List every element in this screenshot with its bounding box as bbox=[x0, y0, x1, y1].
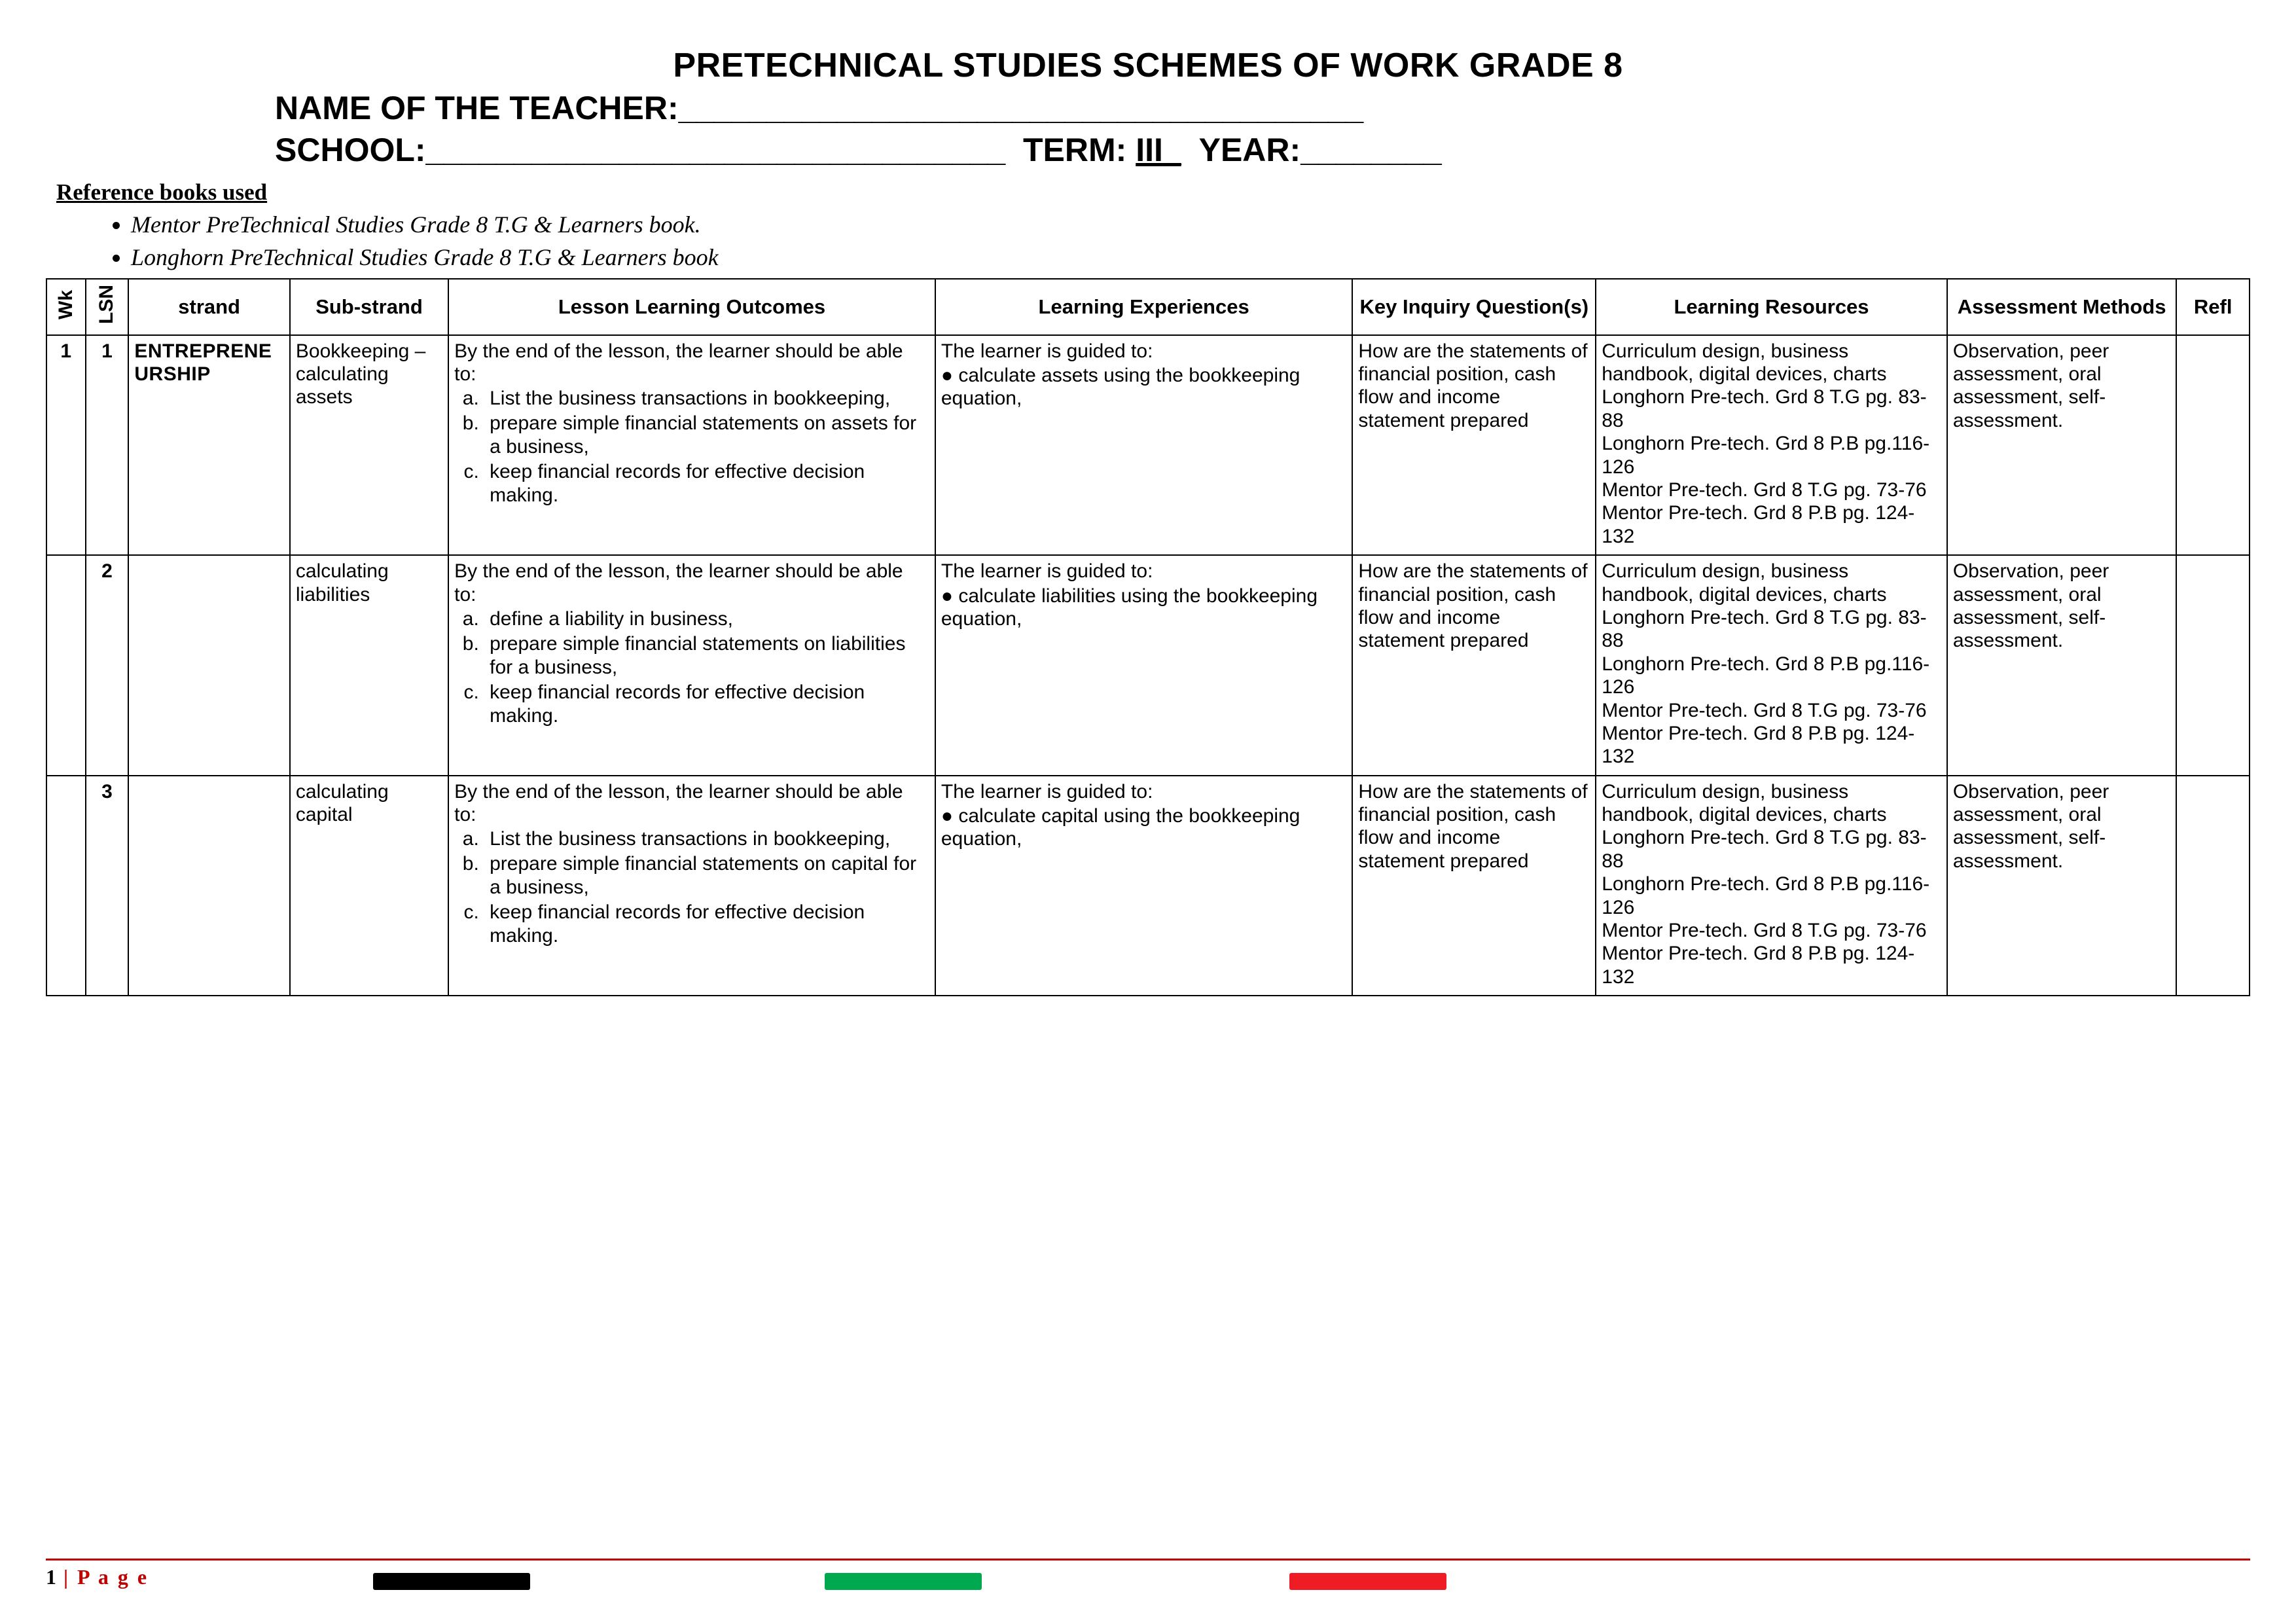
cell-substrand: Bookkeeping – calculating assets bbox=[290, 335, 448, 556]
resource-line: Mentor Pre-tech. Grd 8 P.B pg. 124-132 bbox=[1602, 722, 1915, 768]
cell-inquiry: How are the statements of financial position, cash flow and income statement prepared bbox=[1352, 776, 1596, 996]
experience-item-text: calculate liabilities using the bookkeeping equation, bbox=[941, 585, 1318, 630]
outcome-intro: By the end of the lesson, the learner should be able to: bbox=[454, 560, 903, 605]
cell-wk bbox=[46, 555, 86, 776]
cell-substrand: calculating capital bbox=[290, 776, 448, 996]
cell-wk bbox=[46, 776, 86, 996]
resource-line: Longhorn Pre-tech. Grd 8 P.B pg.116-126 bbox=[1602, 433, 1930, 478]
resource-line: Mentor Pre-tech. Grd 8 T.G pg. 73-76 bbox=[1602, 479, 1927, 501]
column-header-experiences: Learning Experiences bbox=[935, 279, 1353, 335]
footer-bar-red bbox=[1289, 1573, 1446, 1590]
page-number bbox=[46, 1565, 149, 1589]
cell-assessment: Observation, peer assessment, oral assessment, self-assessment. bbox=[1947, 555, 2177, 776]
outcome-intro: By the end of the lesson, the learner should be able to: bbox=[454, 340, 903, 386]
column-header-outcomes: Lesson Learning Outcomes bbox=[448, 279, 935, 335]
cell-inquiry: How are the statements of financial position, cash flow and income statement prepared bbox=[1352, 555, 1596, 776]
resource-line: Mentor Pre-tech. Grd 8 T.G pg. 73-76 bbox=[1602, 920, 1927, 942]
list-item: c. keep financial records for effective decision making. bbox=[484, 460, 929, 507]
list-item: b. prepare simple financial statements on assets for a business, bbox=[484, 412, 929, 459]
teacher-field-line bbox=[46, 89, 2250, 127]
column-header-refl: Refl bbox=[2176, 279, 2250, 335]
experience-intro: The learner is guided to: bbox=[941, 780, 1153, 803]
cell-resources bbox=[1596, 776, 1947, 996]
outcome-list bbox=[454, 387, 929, 507]
column-header-lsn bbox=[86, 279, 129, 335]
reference-books-title: Reference books used bbox=[56, 179, 268, 205]
resource-line: Curriculum design, business handbook, digital devices, charts bbox=[1602, 780, 1887, 826]
column-header-substrand: Sub-strand bbox=[290, 279, 448, 335]
list-item: a. define a liability in business, bbox=[484, 607, 929, 631]
table-row bbox=[46, 335, 2250, 556]
experience-intro: The learner is guided to: bbox=[941, 560, 1153, 583]
footer-bar-green bbox=[825, 1573, 982, 1590]
school-term-year-line bbox=[46, 131, 2250, 169]
reference-books-list bbox=[46, 209, 2250, 273]
schemes-table bbox=[46, 278, 2250, 996]
table-row bbox=[46, 776, 2250, 996]
cell-lsn: 1 bbox=[86, 335, 129, 556]
cell-resources bbox=[1596, 335, 1947, 556]
cell-refl[interactable] bbox=[2176, 335, 2250, 556]
page-title: PRETECHNICAL STUDIES SCHEMES OF WORK GRADE 8 bbox=[673, 46, 1623, 84]
teacher-label: NAME OF THE TEACHER: bbox=[275, 90, 679, 126]
page-number-separator: | bbox=[56, 1565, 78, 1589]
table-row bbox=[46, 555, 2250, 776]
list-item: a. List the business transactions in bookkeeping, bbox=[484, 387, 929, 410]
cell-refl[interactable] bbox=[2176, 776, 2250, 996]
list-item: b. prepare simple financial statements on capital for a business, bbox=[484, 852, 929, 899]
school-label: SCHOOL: bbox=[275, 132, 426, 168]
cell-assessment: Observation, peer assessment, oral assessment, self-assessment. bbox=[1947, 335, 2177, 556]
cell-resources bbox=[1596, 555, 1947, 776]
experience-item-text: calculate assets using the bookkeeping equation, bbox=[941, 365, 1300, 410]
list-item: a. List the business transactions in bookkeeping, bbox=[484, 827, 929, 851]
outcome-intro: By the end of the lesson, the learner should be able to: bbox=[454, 780, 903, 826]
page-footer bbox=[46, 1559, 2250, 1598]
column-header-wk-label: Wk bbox=[54, 289, 77, 319]
year-blank[interactable]: ________ bbox=[1300, 132, 1441, 168]
cell-strand bbox=[128, 555, 290, 776]
experience-item-text: calculate capital using the bookkeeping equation, bbox=[941, 805, 1300, 850]
resource-line: Curriculum design, business handbook, digital devices, charts bbox=[1602, 560, 1887, 605]
list-item: • Longhorn PreTechnical Studies Grade 8 T.G & Learners book bbox=[131, 242, 2250, 274]
resource-line: Longhorn Pre-tech. Grd 8 T.G pg. 83-88 bbox=[1602, 606, 1927, 652]
year-label: YEAR: bbox=[1198, 132, 1301, 168]
cell-strand bbox=[128, 776, 290, 996]
list-item: c. keep financial records for effective decision making. bbox=[484, 681, 929, 728]
column-header-strand: strand bbox=[128, 279, 290, 335]
cell-refl[interactable] bbox=[2176, 555, 2250, 776]
resource-line: Mentor Pre-tech. Grd 8 P.B pg. 124-132 bbox=[1602, 502, 1915, 547]
resource-line: Mentor Pre-tech. Grd 8 T.G pg. 73-76 bbox=[1602, 699, 1927, 721]
experience-item: ● calculate liabilities using the bookkeeping equation, bbox=[941, 585, 1318, 630]
list-item: • Mentor PreTechnical Studies Grade 8 T.G & Learners book. bbox=[131, 209, 2250, 241]
school-blank[interactable]: _________________________________ bbox=[425, 132, 1005, 168]
cell-wk: 1 bbox=[46, 335, 86, 556]
cell-outcomes bbox=[448, 776, 935, 996]
cell-experiences bbox=[935, 776, 1353, 996]
cell-substrand: calculating liabilities bbox=[290, 555, 448, 776]
table-header-row bbox=[46, 279, 2250, 335]
page-number-value: 1 bbox=[46, 1565, 56, 1589]
experience-item: ● calculate assets using the bookkeeping equation, bbox=[941, 365, 1300, 410]
term-value[interactable]: III bbox=[1136, 132, 1163, 168]
cell-assessment: Observation, peer assessment, oral assessment, self-assessment. bbox=[1947, 776, 2177, 996]
teacher-blank[interactable]: _______________________________________ bbox=[678, 90, 1363, 126]
column-header-wk bbox=[46, 279, 86, 335]
resource-line: Longhorn Pre-tech. Grd 8 P.B pg.116-126 bbox=[1602, 873, 1930, 918]
column-header-assessment: Assessment Methods bbox=[1947, 279, 2177, 335]
footer-divider bbox=[46, 1559, 2250, 1561]
column-header-resources: Learning Resources bbox=[1596, 279, 1947, 335]
cell-inquiry: How are the statements of financial position, cash flow and income statement prepared bbox=[1352, 335, 1596, 556]
cell-lsn: 3 bbox=[86, 776, 129, 996]
list-item: b. prepare simple financial statements on liabilities for a business, bbox=[484, 632, 929, 679]
cell-outcomes bbox=[448, 335, 935, 556]
outcome-list bbox=[454, 607, 929, 728]
resource-line: Longhorn Pre-tech. Grd 8 T.G pg. 83-88 bbox=[1602, 386, 1927, 431]
experience-item: ● calculate capital using the bookkeeping equation, bbox=[941, 805, 1300, 850]
cell-experiences bbox=[935, 335, 1353, 556]
cell-lsn: 2 bbox=[86, 555, 129, 776]
footer-bar-black bbox=[373, 1573, 530, 1590]
cell-experiences bbox=[935, 555, 1353, 776]
term-blank: _ bbox=[1162, 132, 1181, 168]
term-label: TERM: bbox=[1023, 132, 1127, 168]
list-item: c. keep financial records for effective decision making. bbox=[484, 901, 929, 948]
experience-intro: The learner is guided to: bbox=[941, 340, 1153, 362]
cell-outcomes bbox=[448, 555, 935, 776]
page-number-word: P a g e bbox=[77, 1565, 149, 1589]
resource-line: Curriculum design, business handbook, digital devices, charts bbox=[1602, 340, 1887, 386]
cell-strand: ENTREPRENE URSHIP bbox=[128, 335, 290, 556]
column-header-inquiry: Key Inquiry Question(s) bbox=[1352, 279, 1596, 335]
column-header-lsn-label: LSN bbox=[96, 285, 118, 325]
resource-line: Longhorn Pre-tech. Grd 8 P.B pg.116-126 bbox=[1602, 653, 1930, 698]
resource-line: Longhorn Pre-tech. Grd 8 T.G pg. 83-88 bbox=[1602, 827, 1927, 872]
resource-line: Mentor Pre-tech. Grd 8 P.B pg. 124-132 bbox=[1602, 943, 1915, 988]
outcome-list bbox=[454, 827, 929, 948]
